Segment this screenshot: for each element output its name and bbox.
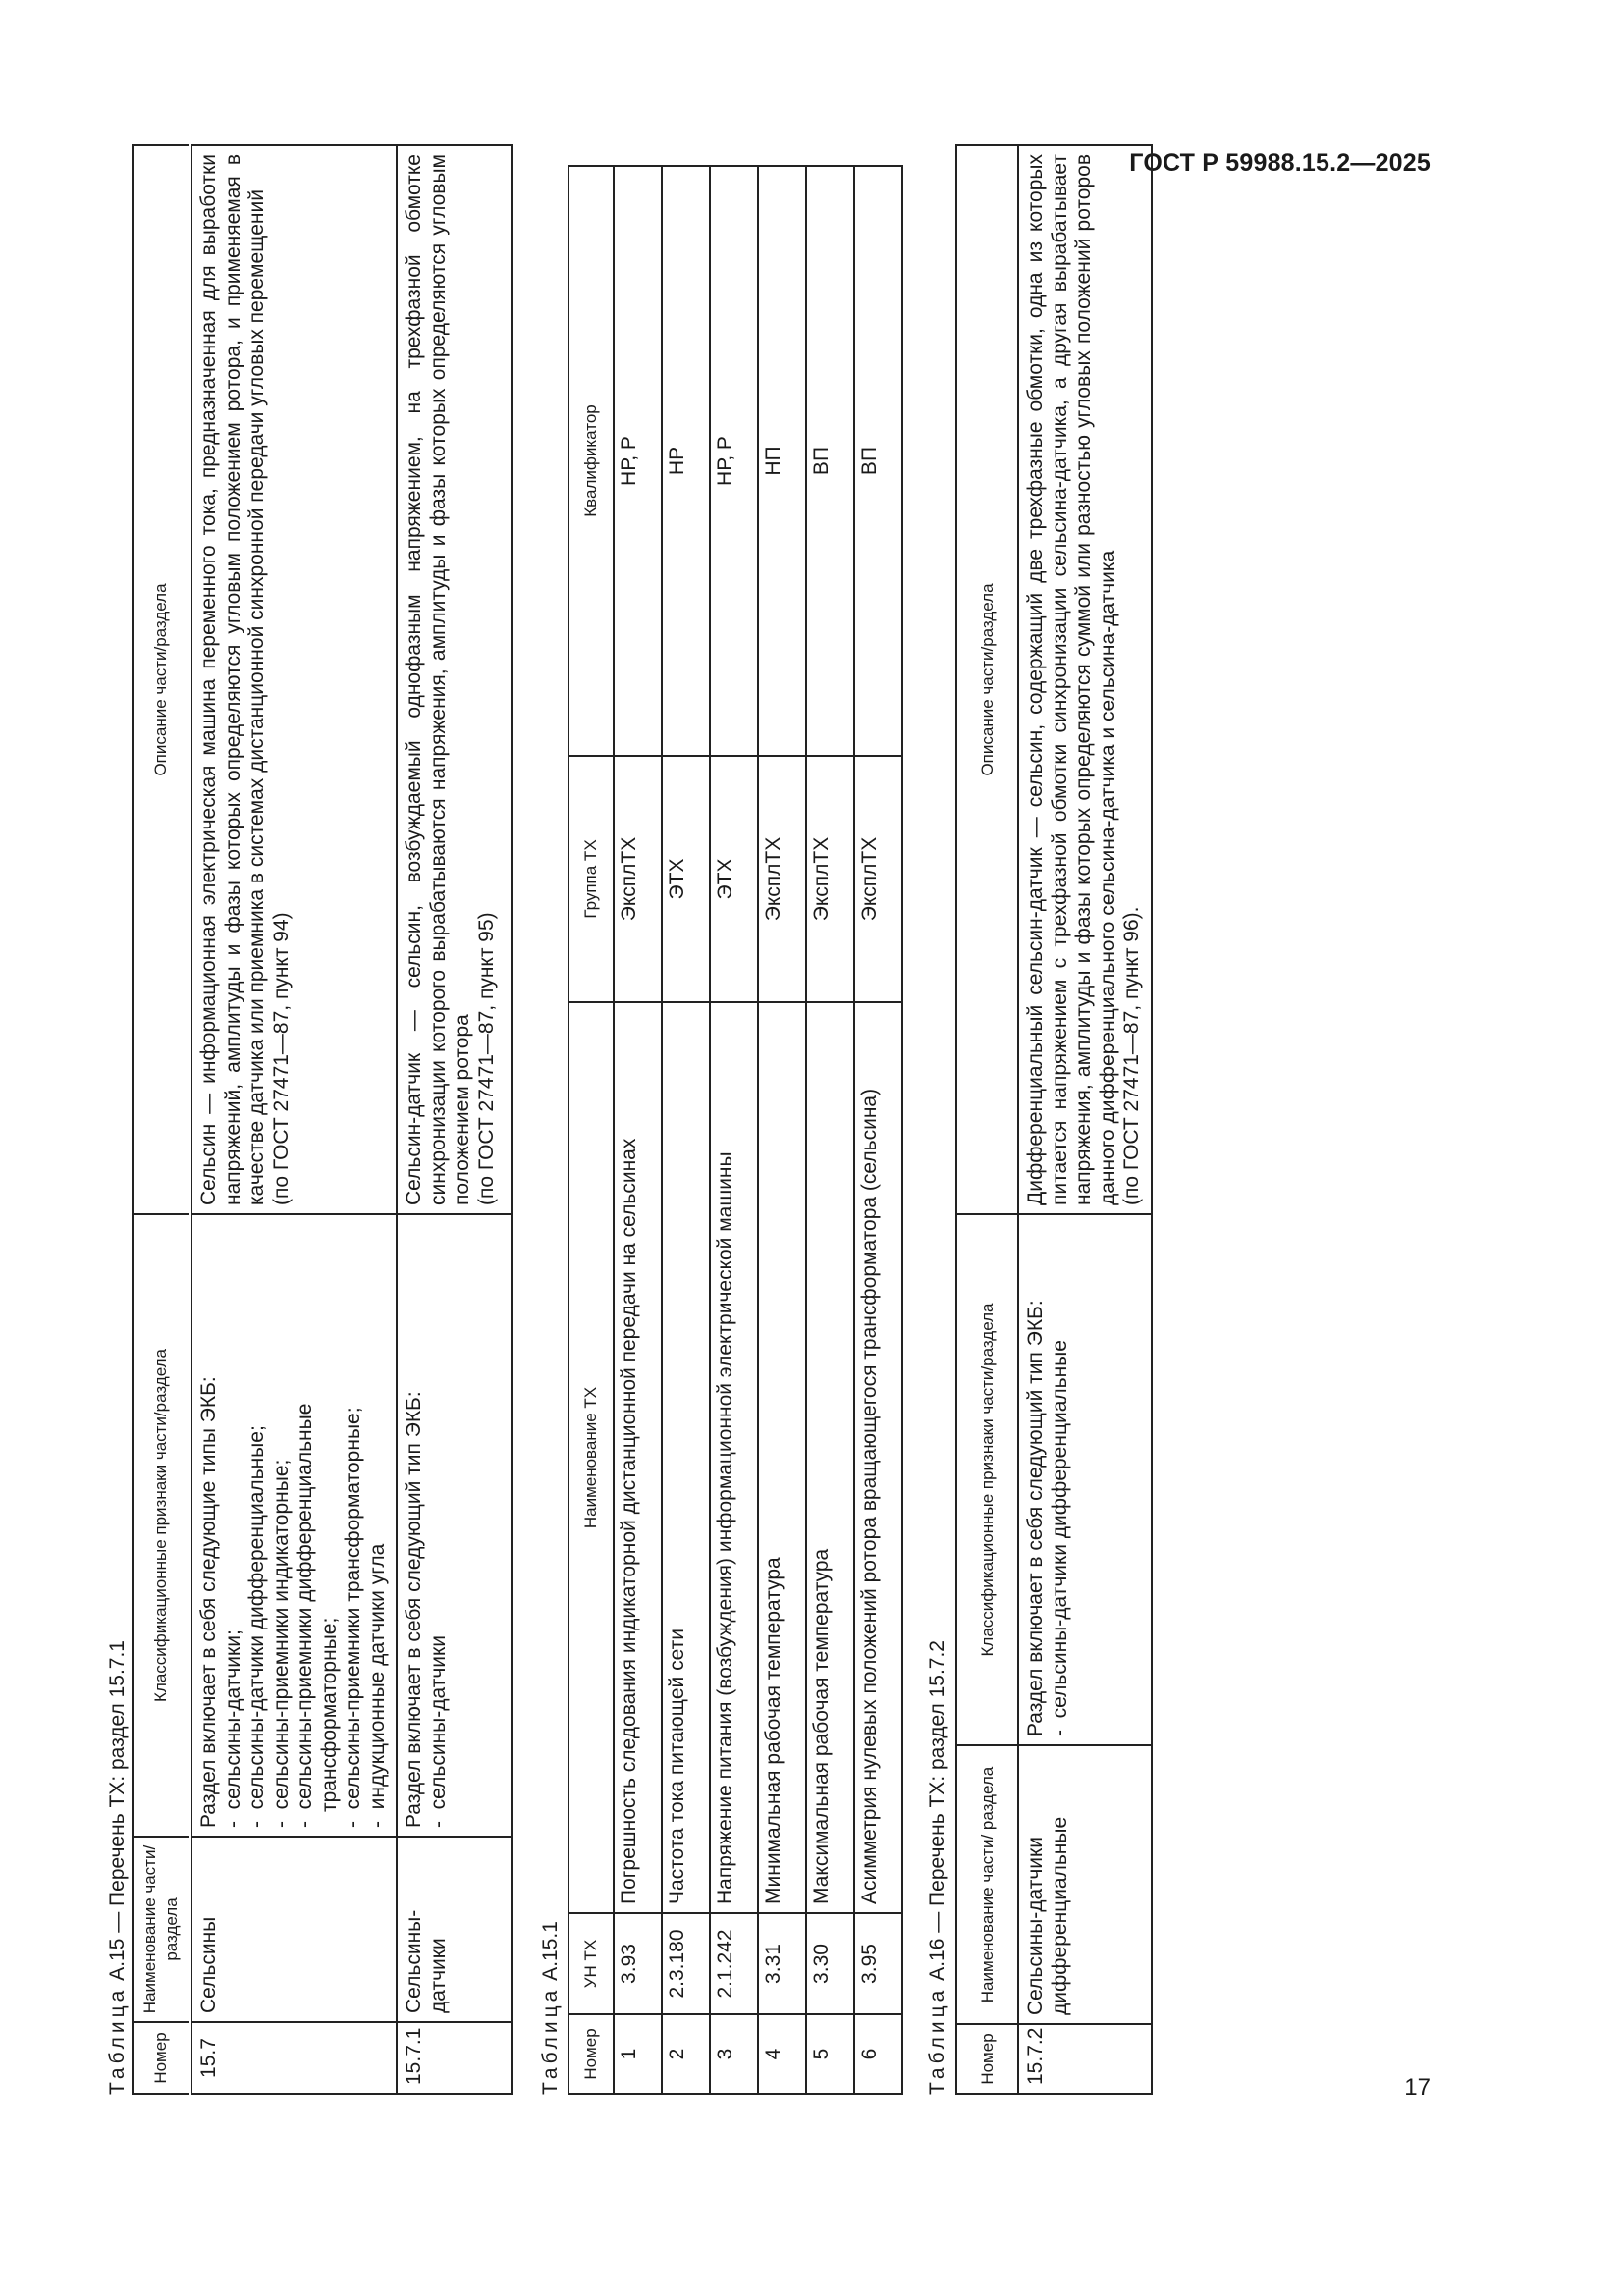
table-a151 xyxy=(568,165,903,2095)
cell-name: Напряжение питания (возбуждения) информационной электрической машины xyxy=(710,1002,758,1913)
cell-features xyxy=(397,1214,512,1837)
list-item: - сельсины-датчики дифференциальные; xyxy=(245,1223,270,1828)
col-header-description: Описание части/раздела xyxy=(133,145,190,1214)
cell-number: 4 xyxy=(758,2014,806,2094)
cell-number: 2 xyxy=(662,2014,710,2094)
cell-code: 3.31 xyxy=(758,1913,806,2014)
caption-text: А.15 — Перечень ТХ: раздел 15.7.1 xyxy=(106,1640,129,1981)
description-ref: (по ГОСТ 27471—87, пункт 96). xyxy=(1120,906,1143,1205)
features-intro: Раздел включает в себя следующий тип ЭКБ: xyxy=(1024,1300,1047,1736)
cell-name: Сельсины xyxy=(190,1837,397,2022)
caption-prefix: Таблица xyxy=(539,1986,562,2095)
cell-group: ЭксплТХ xyxy=(854,756,902,1002)
table-header-row xyxy=(133,145,190,2094)
col-header-code: УН ТХ xyxy=(568,1913,614,2014)
cell-qualifier: НР, Р xyxy=(710,166,758,756)
page-number: 17 xyxy=(1404,2074,1431,2101)
cell-name: Максимальная рабочая температура xyxy=(806,1002,854,1913)
description-ref: (по ГОСТ 27471—87, пункт 94) xyxy=(269,912,293,1205)
table-row xyxy=(758,166,806,2094)
cell-name: Погрешность следования индикаторной дистанционной передачи на сельсинах xyxy=(614,1002,662,1913)
cell-name: Асимметрия нулевых положений ротора вращающегося трансформатора (сельсина) xyxy=(854,1002,902,1913)
col-header-number: Номер xyxy=(956,2024,1018,2094)
cell-description xyxy=(190,145,397,1214)
description-text: Сельсин — информационная электрическая машина переменного тока, предназначенная для выработки напряжений, амплитуды и фазы которых определяются угловым положением ротора, и применяемая в качестве датчика или приемника в системах дистанционной синхронной передачи угловых перемещений xyxy=(197,154,268,1205)
col-header-name: Наименование части/ раздела xyxy=(133,1837,190,2022)
col-header-name: Наименование ТХ xyxy=(568,1002,614,1913)
cell-qualifier: НР, Р xyxy=(614,166,662,756)
caption-prefix: Таблица xyxy=(926,1986,948,2095)
table-row xyxy=(806,166,854,2094)
col-header-qualifier: Квалификатор xyxy=(568,166,614,756)
table-a16 xyxy=(955,144,1153,2095)
table-a16-caption xyxy=(926,146,949,2095)
cell-number: 5 xyxy=(806,2014,854,2094)
col-header-number: Номер xyxy=(133,2022,190,2094)
cell-description xyxy=(397,145,512,1214)
col-header-number: Номер xyxy=(568,2014,614,2094)
table-a15 xyxy=(132,144,513,2095)
description-text: Дифференциальный сельсин-датчик — сельсин, содержащий две трехфазные обмотки, одна из которых питается напряжением с трехфазной обмотки синхронизации сельсина-датчика, а другая вырабатывает напряжения, амплитуды и фазы которых определяются суммой или разностью угловых положений роторов данного дифференциального сельсина-датчика и сельсина-датчика xyxy=(1024,154,1119,1205)
cell-code: 2.1.242 xyxy=(710,1913,758,2014)
table-header-row xyxy=(568,166,614,2094)
col-header-features: Классификационные признаки части/раздела xyxy=(956,1214,1018,1745)
list-item: - сельсины-приемники индикаторные; xyxy=(270,1223,295,1828)
cell-group: ЭТХ xyxy=(710,756,758,1002)
features-list xyxy=(1049,1223,1073,1736)
table-a15-caption xyxy=(106,146,130,2095)
table-row xyxy=(397,145,512,2094)
cell-number: 15.7.1 xyxy=(397,2022,512,2094)
table-row xyxy=(1018,145,1152,2094)
col-header-features: Классификационные признаки части/раздела xyxy=(133,1214,190,1837)
features-list xyxy=(222,1223,391,1828)
cell-qualifier: НР xyxy=(662,166,710,756)
cell-features xyxy=(190,1214,397,1837)
caption-text: А.15.1 xyxy=(539,1921,562,1981)
col-header-group: Группа ТХ xyxy=(568,756,614,1002)
cell-name: Сельсины-датчики дифференциальные xyxy=(1018,1745,1152,2024)
cell-group: ЭксплТХ xyxy=(614,756,662,1002)
cell-qualifier: ВП xyxy=(806,166,854,756)
cell-code: 3.93 xyxy=(614,1913,662,2014)
list-item: - сельсины-датчики; xyxy=(222,1223,246,1828)
cell-number: 6 xyxy=(854,2014,902,2094)
list-item: - сельсины-датчики xyxy=(427,1223,452,1828)
col-header-description: Описание части/раздела xyxy=(956,145,1018,1214)
cell-description xyxy=(1018,145,1152,1214)
cell-name: Сельсины-датчики xyxy=(397,1837,512,2022)
cell-name: Частота тока питающей сети xyxy=(662,1002,710,1913)
table-row xyxy=(190,145,397,2094)
table-header-row xyxy=(956,145,1018,2094)
list-item: - сельсины-приемники трансформаторные; xyxy=(342,1223,366,1828)
cell-name: Минимальная рабочая температура xyxy=(758,1002,806,1913)
cell-code: 3.95 xyxy=(854,1913,902,2014)
cell-qualifier: ВП xyxy=(854,166,902,756)
document-code: ГОСТ Р 59988.15.2—2025 xyxy=(1129,149,1431,177)
cell-code: 3.30 xyxy=(806,1913,854,2014)
description-text: Сельсин-датчик — сельсин, возбуждаемый однофазным напряжением, на трехфазной обмотке синхронизации которого вырабатываются напряжения, амплитуды и фазы которых определяются угловым положением ротора xyxy=(403,154,473,1205)
cell-number: 3 xyxy=(710,2014,758,2094)
cell-number: 15.7.2 xyxy=(1018,2024,1152,2094)
description-ref: (по ГОСТ 27471—87, пункт 95) xyxy=(474,912,498,1205)
cell-code: 2.3.180 xyxy=(662,1913,710,2014)
features-intro: Раздел включает в себя следующие типы ЭКБ: xyxy=(197,1376,220,1828)
table-row xyxy=(710,166,758,2094)
cell-features xyxy=(1018,1214,1152,1745)
list-item: - сельсины-приемники дифференциальные трансформаторные; xyxy=(294,1223,342,1828)
col-header-name: Наименование части/ раздела xyxy=(956,1745,1018,2024)
list-item: - сельсины-датчики дифференциальные xyxy=(1049,1223,1073,1736)
table-a151-caption xyxy=(539,146,563,2095)
cell-qualifier: НП xyxy=(758,166,806,756)
caption-text: А.16 — Перечень ТХ: раздел 15.7.2 xyxy=(926,1640,948,1981)
table-row xyxy=(614,166,662,2094)
cell-number: 15.7 xyxy=(190,2022,397,2094)
list-item: - индукционные датчики угла xyxy=(366,1223,391,1828)
cell-group: ЭксплТХ xyxy=(806,756,854,1002)
cell-group: ЭТХ xyxy=(662,756,710,1002)
features-intro: Раздел включает в себя следующий тип ЭКБ: xyxy=(403,1391,425,1828)
rotated-content xyxy=(106,146,1427,2095)
table-row xyxy=(854,166,902,2094)
features-list xyxy=(427,1223,452,1828)
cell-number: 1 xyxy=(614,2014,662,2094)
caption-prefix: Таблица xyxy=(106,1986,129,2095)
cell-group: ЭксплТХ xyxy=(758,756,806,1002)
table-row xyxy=(662,166,710,2094)
